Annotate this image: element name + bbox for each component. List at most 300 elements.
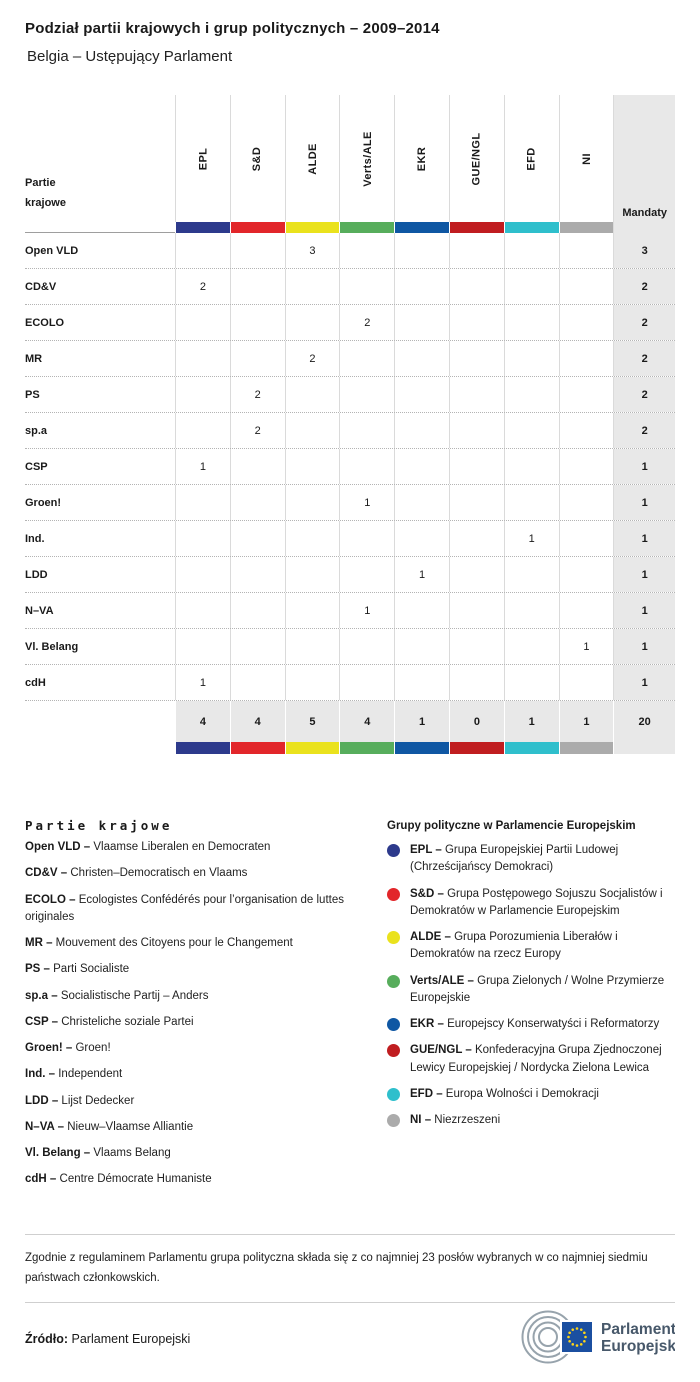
eu-star-icon (571, 1343, 574, 1346)
header-underline (25, 222, 175, 233)
seat-cell (394, 413, 449, 448)
seats-total-cell: 1 (613, 449, 675, 484)
group-color-bar (230, 742, 285, 754)
seat-cell (504, 269, 559, 304)
party-name-cell: LDD (25, 568, 48, 581)
seat-cell: 1 (394, 557, 449, 592)
seat-cell (449, 485, 504, 520)
seat-cell (449, 521, 504, 556)
seat-cell (339, 269, 394, 304)
page-title: Podział partii krajowych i grup politycznych – 2009–2014 (25, 20, 440, 37)
table-row (25, 448, 675, 484)
group-description: EPL – Grupa Europejskiej Partii Ludowej (Chrześcijańscy Demokraci) (410, 844, 619, 874)
table-body (25, 233, 675, 700)
seats-total-cell: 3 (613, 233, 675, 268)
seat-cell: 1 (339, 593, 394, 628)
bottom-bar-empty-cell (25, 742, 175, 754)
total-cell: 4 (175, 701, 230, 742)
seat-cell (285, 485, 340, 520)
table-row (25, 592, 675, 628)
legend-party-item (25, 839, 365, 856)
seats-total-cell: 2 (613, 377, 675, 412)
group-color-dot-icon (387, 1114, 400, 1127)
eu-star-icon (576, 1327, 579, 1330)
party-abbr: CSP – (25, 1015, 62, 1028)
logo-text-line2: Europejski (601, 1337, 675, 1355)
seat-cell (230, 593, 285, 628)
table-row (25, 628, 675, 664)
eu-star-icon (580, 1343, 583, 1346)
legend-national-parties (25, 818, 365, 1198)
seat-cell (175, 629, 230, 664)
party-full-name: Groen! (75, 1042, 111, 1054)
seat-cell (449, 413, 504, 448)
party-abbr: Vl. Belang – (25, 1147, 94, 1159)
seats-total-cell: 1 (613, 485, 675, 520)
party-name-cell: Vl. Belang (25, 640, 79, 653)
party-abbr: ECOLO – (25, 893, 79, 906)
party-full-name: Socialistische Partij – Anders (60, 989, 209, 1002)
source-value: Parlament Europejski (68, 1332, 191, 1347)
group-abbr: S&D – (410, 887, 448, 900)
table-row (25, 304, 675, 340)
seat-cell (559, 593, 614, 628)
legend-groups-list (387, 842, 675, 1129)
party-name-cell: sp.a (25, 424, 48, 437)
legend-group-item (387, 1086, 675, 1103)
seat-cell (230, 233, 285, 268)
table-row (25, 484, 675, 520)
seat-cell (339, 341, 394, 376)
legends (25, 818, 675, 1198)
party-name-cell: Groen! (25, 496, 62, 509)
eu-star-icon (583, 1331, 586, 1334)
legend-groups-heading: Grupy polityczne w Parlamencie Europejskim (387, 820, 636, 832)
seat-cell: 1 (339, 485, 394, 520)
seat-cell (175, 377, 230, 412)
group-color-bar (175, 742, 230, 754)
column-header-label: EFD (525, 146, 538, 171)
seat-cell (339, 413, 394, 448)
seat-cell (285, 665, 340, 700)
totals-row (25, 700, 675, 742)
eu-star-icon (568, 1331, 571, 1334)
seat-cell: 1 (175, 665, 230, 700)
party-abbr: Ind. – (25, 1068, 59, 1081)
group-color-bar (504, 742, 559, 754)
seat-cell (230, 629, 285, 664)
column-header-label: NI (580, 152, 593, 165)
seat-cell (230, 269, 285, 304)
seat-cell (394, 485, 449, 520)
party-full-name: Christen–Democratisch en Vlaams (70, 867, 248, 880)
group-color-dot-icon (387, 975, 400, 988)
party-full-name: Nieuw–Vlaamse Alliantie (67, 1120, 194, 1133)
group-color-bar (449, 742, 504, 754)
table-row (25, 412, 675, 448)
group-color-dot-icon (387, 844, 400, 857)
party-full-name: Vlaams Belang (93, 1147, 171, 1159)
seat-cell (339, 629, 394, 664)
party-full-name: Independent (58, 1068, 123, 1081)
total-cell: 1 (559, 701, 614, 742)
group-color-bar (285, 222, 340, 233)
group-color-bar (285, 742, 340, 754)
seat-cell (559, 557, 614, 592)
party-abbr: LDD – (25, 1094, 62, 1107)
table-header-row (25, 95, 675, 222)
seat-cell (394, 305, 449, 340)
seat-cell (175, 341, 230, 376)
group-color-bar (339, 742, 394, 754)
eu-flag-icon (562, 1322, 592, 1352)
seat-cell (394, 629, 449, 664)
seat-cell (504, 305, 559, 340)
table-row (25, 268, 675, 304)
seat-cell (285, 269, 340, 304)
legend-political-groups (365, 818, 675, 1198)
legend-party-item (25, 1040, 365, 1057)
seat-cell (230, 305, 285, 340)
legend-party-item (25, 1014, 365, 1031)
seat-cell (449, 269, 504, 304)
total-cell: 0 (449, 701, 504, 742)
group-abbr: EPL – (410, 844, 445, 856)
seat-cell (449, 629, 504, 664)
party-full-name: Lijst Dedecker (61, 1094, 135, 1107)
column-header-cell (504, 95, 559, 222)
seat-cell (230, 557, 285, 592)
column-header-label: EKR (416, 146, 429, 171)
seat-cell (559, 269, 614, 304)
party-full-name: Parti Socialiste (53, 963, 130, 976)
column-header-cell (449, 95, 504, 222)
group-color-bar (394, 222, 449, 233)
legend-party-item (25, 865, 365, 882)
group-color-dot-icon (387, 1018, 400, 1031)
eu-star-icon (568, 1340, 571, 1343)
group-color-bar (449, 222, 504, 233)
group-color-bar (230, 222, 285, 233)
table-row (25, 376, 675, 412)
group-abbr: GUE/NGL – (410, 1044, 475, 1057)
total-cell: 1 (394, 701, 449, 742)
table-row (25, 556, 675, 592)
seat-cell (394, 377, 449, 412)
legend-party-item (25, 1171, 365, 1188)
seat-cell (449, 341, 504, 376)
seat-cell (175, 413, 230, 448)
footer (25, 1309, 675, 1370)
seat-cell: 2 (339, 305, 394, 340)
group-color-dot-icon (387, 931, 400, 944)
legend-party-item (25, 1145, 365, 1162)
legend-group-item (387, 973, 675, 1008)
seat-cell: 1 (559, 629, 614, 664)
party-abbr: MR – (25, 937, 56, 949)
seat-cell (504, 413, 559, 448)
seat-cell (504, 665, 559, 700)
seats-total-cell: 2 (613, 341, 675, 376)
bottom-seats-filler (613, 742, 675, 754)
legend-parties-list (25, 839, 365, 1189)
party-name-cell: CD&V (25, 280, 57, 293)
group-color-bar (394, 742, 449, 754)
seats-header-cell: Mandaty (613, 95, 675, 222)
seat-cell (285, 449, 340, 484)
seat-cell (559, 449, 614, 484)
group-color-dot-icon (387, 1044, 400, 1057)
source-label: Źródło: (25, 1332, 69, 1347)
row-header-cell (25, 95, 175, 222)
legend-group-item (387, 929, 675, 964)
seat-cell (339, 665, 394, 700)
legend-party-item (25, 961, 365, 978)
seat-cell (394, 233, 449, 268)
group-color-bar (175, 222, 230, 233)
seat-cell (559, 413, 614, 448)
column-header-label: Verts/ALE (361, 130, 374, 187)
party-abbr: Open VLD – (25, 841, 94, 853)
party-abbr: N–VA – (25, 1120, 68, 1133)
group-color-bar-row (25, 222, 675, 233)
total-seats-cell: 20 (613, 701, 675, 742)
seats-total-cell: 2 (613, 305, 675, 340)
column-header-label: S&D (251, 146, 264, 171)
party-abbr: PS – (25, 963, 54, 976)
party-abbr: sp.a – (25, 989, 61, 1002)
seat-cell (230, 449, 285, 484)
seat-cell: 1 (504, 521, 559, 556)
seat-cell (504, 557, 559, 592)
seat-cell (559, 485, 614, 520)
bottom-color-bar-row (25, 742, 675, 754)
party-name-cell: ECOLO (25, 316, 65, 329)
group-description: Verts/ALE – Grupa Zielonych / Wolne Przymierze Europejskie (410, 974, 665, 1004)
seat-cell (339, 377, 394, 412)
legend-party-item (25, 1066, 365, 1083)
group-description: ALDE – Grupa Porozumienia Liberałów i Demokratów na rzecz Europy (410, 931, 618, 961)
legend-party-item (25, 1119, 365, 1136)
seat-cell (559, 305, 614, 340)
group-color-bar (559, 742, 614, 754)
seat-cell (175, 557, 230, 592)
legend-party-item (25, 1093, 365, 1110)
group-abbr: NI – (410, 1114, 435, 1126)
party-full-name: Christeliche soziale Partei (61, 1015, 194, 1028)
seats-total-cell: 1 (613, 521, 675, 556)
seats-total-cell: 2 (613, 413, 675, 448)
seat-cell (559, 521, 614, 556)
infographic-page (0, 20, 700, 1382)
seat-cell (394, 665, 449, 700)
seat-cell (504, 485, 559, 520)
seat-cell: 1 (175, 449, 230, 484)
seat-cell (504, 341, 559, 376)
group-color-bar (559, 222, 614, 233)
eu-star-icon (576, 1344, 579, 1347)
seat-cell (449, 449, 504, 484)
party-name-cell: Ind. (25, 532, 45, 545)
total-cell: 4 (339, 701, 394, 742)
table-row (25, 520, 675, 556)
seat-cell (175, 233, 230, 268)
seat-cell (559, 377, 614, 412)
seat-cell (285, 629, 340, 664)
party-full-name: Centre Démocrate Humaniste (59, 1173, 212, 1186)
legend-group-item (387, 1042, 675, 1077)
seat-cell (175, 485, 230, 520)
seat-cell (504, 449, 559, 484)
eu-star-icon (584, 1335, 587, 1338)
party-name-cell: MR (25, 352, 43, 365)
legend-group-item (387, 1016, 675, 1033)
group-color-dot-icon (387, 888, 400, 901)
party-name-cell: Open VLD (25, 244, 79, 257)
total-cell: 1 (504, 701, 559, 742)
eu-star-icon (567, 1335, 570, 1338)
seat-cell (339, 557, 394, 592)
seats-total-cell: 1 (613, 557, 675, 592)
seat-cell (339, 521, 394, 556)
seat-cell (559, 233, 614, 268)
party-full-name: Mouvement des Citoyens pour le Changement (55, 937, 293, 949)
seat-cell (449, 557, 504, 592)
eu-star-icon (571, 1328, 574, 1331)
seat-cell (504, 629, 559, 664)
party-name-cell: N–VA (25, 604, 54, 617)
seat-cell: 2 (230, 413, 285, 448)
seat-cell (285, 377, 340, 412)
seat-cell (504, 593, 559, 628)
eu-star-icon (580, 1328, 583, 1331)
seat-cell (230, 485, 285, 520)
column-header-cell (559, 95, 614, 222)
column-header-label: GUE/NGL (470, 132, 483, 185)
column-header-cell (394, 95, 449, 222)
seat-cell: 3 (285, 233, 340, 268)
seats-table (25, 95, 675, 754)
seat-cell (285, 305, 340, 340)
group-description: GUE/NGL – Konfederacyjna Grupa Zjednoczonej Lewicy Europejskiej / Nordycka Zielona Lewica (410, 1044, 662, 1074)
seat-cell (175, 305, 230, 340)
seat-cell (449, 377, 504, 412)
seat-cell (230, 521, 285, 556)
seat-cell (394, 593, 449, 628)
seat-cell (449, 665, 504, 700)
group-color-bar (339, 222, 394, 233)
group-description: EFD – Europa Wolności i Demokracji (410, 1087, 599, 1100)
party-full-name: Vlaamse Liberalen en Democraten (93, 841, 271, 853)
total-cell: 5 (285, 701, 340, 742)
seats-total-cell: 1 (613, 665, 675, 700)
legend-group-item (387, 842, 675, 877)
group-color-dot-icon (387, 1088, 400, 1101)
table-row (25, 664, 675, 700)
legend-group-item (387, 886, 675, 921)
legend-group-item (387, 1112, 675, 1129)
seats-total-cell: 1 (613, 593, 675, 628)
seat-cell: 2 (230, 377, 285, 412)
table-row (25, 233, 675, 268)
legend-parties-heading: Partie krajowe (25, 818, 173, 833)
totals-empty-cell (25, 701, 175, 742)
group-abbr: EFD – (410, 1087, 446, 1100)
party-name-cell: CSP (25, 460, 48, 473)
ep-logo-graphic (513, 1309, 675, 1365)
seat-cell (394, 521, 449, 556)
column-header-cell (175, 95, 230, 222)
group-abbr: EKR – (410, 1018, 448, 1030)
seat-cell (449, 305, 504, 340)
group-description: S&D – Grupa Postępowego Sojuszu Socjalistów i Demokratów w Parlamencie Europejskim (410, 887, 663, 917)
legend-party-item (25, 988, 365, 1005)
legend-party-item (25, 935, 365, 952)
seat-cell (230, 341, 285, 376)
seats-bar-filler (613, 222, 675, 233)
seat-cell (394, 341, 449, 376)
column-header-label: ALDE (306, 142, 319, 175)
seats-total-cell: 1 (613, 629, 675, 664)
seat-cell: 2 (175, 269, 230, 304)
footnote: Zgodnie z regulaminem Parlamentu grupa polityczna składa się z co najmniej 23 posłów wybranych w co najmniej siedmiu państwach członkowskich. (25, 1251, 648, 1284)
seat-cell (559, 341, 614, 376)
party-abbr: CD&V – (25, 867, 71, 880)
group-abbr: ALDE – (410, 931, 455, 943)
source-line (25, 1332, 190, 1346)
seat-cell (175, 521, 230, 556)
seat-cell (339, 449, 394, 484)
seats-total-cell: 2 (613, 269, 675, 304)
seat-cell: 2 (285, 341, 340, 376)
logo-text-line1: Parlament (601, 1320, 675, 1338)
party-name-cell: cdH (25, 676, 46, 689)
seat-cell (339, 233, 394, 268)
column-header-cell (339, 95, 394, 222)
seat-cell (285, 521, 340, 556)
party-full-name: Ecologistes Confédérés pour l’organisation de luttes originales (25, 893, 344, 923)
divider-top (25, 1234, 675, 1235)
legend-party-item (25, 892, 365, 927)
party-abbr: cdH – (25, 1173, 60, 1186)
european-parliament-logo (513, 1309, 675, 1370)
column-header-cell (285, 95, 340, 222)
party-name-cell: PS (25, 388, 40, 401)
seat-cell (230, 665, 285, 700)
group-description: EKR – Europejscy Konserwatyści i Reformatorzy (410, 1018, 660, 1030)
seat-cell (175, 593, 230, 628)
seat-cell (504, 233, 559, 268)
party-abbr: Groen! – (25, 1042, 76, 1054)
seat-cell (394, 269, 449, 304)
group-color-bar (504, 222, 559, 233)
seat-cell (449, 233, 504, 268)
seat-cell (504, 377, 559, 412)
page-subtitle: Belgia – Ustępujący Parlament (27, 48, 233, 65)
total-cell: 4 (230, 701, 285, 742)
group-description: NI – Niezrzeszeni (410, 1114, 501, 1126)
seat-cell (285, 557, 340, 592)
seat-cell (559, 665, 614, 700)
column-header-label: EPL (196, 147, 209, 170)
group-abbr: Verts/ALE – (410, 974, 478, 987)
table-row (25, 340, 675, 376)
row-header-label: Partie krajowe (25, 177, 66, 210)
seat-cell (285, 413, 340, 448)
seat-cell (449, 593, 504, 628)
seat-cell (394, 449, 449, 484)
eu-star-icon (583, 1340, 586, 1343)
